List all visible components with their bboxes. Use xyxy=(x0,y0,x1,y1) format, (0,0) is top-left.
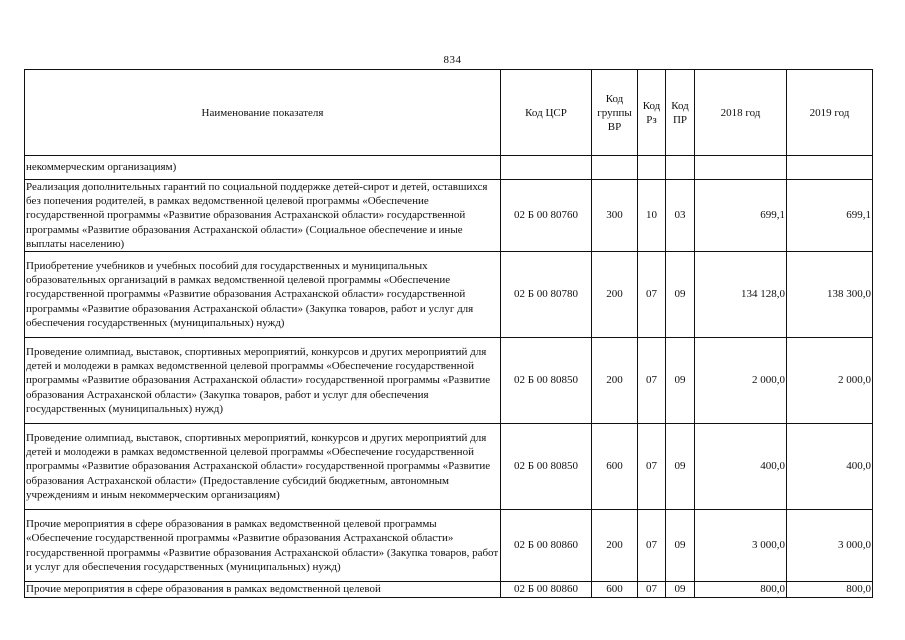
row-rz: 07 xyxy=(638,582,666,598)
row-rz: 07 xyxy=(638,252,666,338)
row-vr: 600 xyxy=(592,424,638,510)
row-vr: 200 xyxy=(592,338,638,424)
header-csr: Код ЦСР xyxy=(501,70,592,156)
row-vr: 300 xyxy=(592,180,638,252)
row-rz xyxy=(638,156,666,180)
header-pr: Код ПР xyxy=(666,70,695,156)
row-rz: 07 xyxy=(638,338,666,424)
table-row xyxy=(25,156,873,180)
row-rz: 07 xyxy=(638,510,666,582)
header-2019: 2019 год xyxy=(787,70,873,156)
row-2018: 400,0 xyxy=(695,424,787,510)
row-rz: 10 xyxy=(638,180,666,252)
row-name: Прочие мероприятия в сфере образования в рамках ведомственной целевой xyxy=(25,582,501,598)
row-2018: 3 000,0 xyxy=(695,510,787,582)
row-2018: 134 128,0 xyxy=(695,252,787,338)
table-row xyxy=(25,338,873,424)
table-row xyxy=(25,424,873,510)
row-2019: 3 000,0 xyxy=(787,510,873,582)
table-row xyxy=(25,180,873,252)
row-csr: 02 Б 00 80860 xyxy=(501,582,592,598)
row-pr: 09 xyxy=(666,510,695,582)
row-pr: 09 xyxy=(666,424,695,510)
row-vr xyxy=(592,156,638,180)
table-row xyxy=(25,510,873,582)
row-2019: 2 000,0 xyxy=(787,338,873,424)
row-csr: 02 Б 00 80850 xyxy=(501,424,592,510)
row-name: Реализация дополнительных гарантий по социальной поддержке детей-сирот и детей, оставшихся без попечения родителей, в рамках ведомственной целевой программы «Обеспечение государственной программы «Развитие образования Астраханской области» государственной программы «Развитие образования Астраханской области» (Социальное обеспечение и иные выплаты населению) xyxy=(25,180,501,252)
row-2018: 699,1 xyxy=(695,180,787,252)
header-row xyxy=(25,70,873,156)
table-row xyxy=(25,582,873,598)
row-2019: 800,0 xyxy=(787,582,873,598)
header-name: Наименование показателя xyxy=(25,70,501,156)
row-csr: 02 Б 00 80760 xyxy=(501,180,592,252)
row-csr xyxy=(501,156,592,180)
row-pr xyxy=(666,156,695,180)
row-pr: 09 xyxy=(666,582,695,598)
row-csr: 02 Б 00 80780 xyxy=(501,252,592,338)
row-2018: 800,0 xyxy=(695,582,787,598)
row-vr: 200 xyxy=(592,252,638,338)
row-2019: 400,0 xyxy=(787,424,873,510)
row-name: Проведение олимпиад, выставок, спортивных мероприятий, конкурсов и других мероприятий для детей и молодежи в рамках ведомственной целевой программы «Обеспечение государственной программы «Развитие образования Астраханской области» государственной программы «Развитие образования Астраханской области» (Предоставление субсидий бюджетным, автономным учреждениям и иным некоммерческим организациям) xyxy=(25,424,501,510)
row-vr: 600 xyxy=(592,582,638,598)
header-vr: Код группы ВР xyxy=(592,70,638,156)
row-name: Проведение олимпиад, выставок, спортивных мероприятий, конкурсов и других мероприятий для детей и молодежи в рамках ведомственной целевой программы «Обеспечение государственной программы «Развитие образования Астраханской области» государственной программы «Развитие образования Астраханской области» (Закупка товаров, работ и услуг для обеспечения государственных (муниципальных) нужд) xyxy=(25,338,501,424)
header-rz: Код Рз xyxy=(638,70,666,156)
row-vr: 200 xyxy=(592,510,638,582)
row-name: Прочие мероприятия в сфере образования в рамках ведомственной целевой программы «Обеспечение государственной программы «Развитие образования Астраханской области» государственной программы «Развитие образования Астраханской области» (Закупка товаров, работ и услуг для обеспечения государственных (муниципальных) нужд) xyxy=(25,510,501,582)
row-pr: 09 xyxy=(666,252,695,338)
row-pr: 09 xyxy=(666,338,695,424)
table-row xyxy=(25,252,873,338)
row-2019: 138 300,0 xyxy=(787,252,873,338)
row-2019: 699,1 xyxy=(787,180,873,252)
row-2019 xyxy=(787,156,873,180)
budget-table xyxy=(24,69,873,598)
row-csr: 02 Б 00 80860 xyxy=(501,510,592,582)
row-name: некоммерческим организациям) xyxy=(25,156,501,180)
page-number: 834 xyxy=(443,54,462,66)
row-2018: 2 000,0 xyxy=(695,338,787,424)
header-2018: 2018 год xyxy=(695,70,787,156)
row-2018 xyxy=(695,156,787,180)
row-rz: 07 xyxy=(638,424,666,510)
row-pr: 03 xyxy=(666,180,695,252)
row-csr: 02 Б 00 80850 xyxy=(501,338,592,424)
row-name: Приобретение учебников и учебных пособий для государственных и муниципальных образовательных организаций в рамках ведомственной целевой программы «Обеспечение государственной программы «Развитие образования Астраханской области» государственной программы «Развитие образования Астраханской области» (Закупка товаров, работ и услуг для обеспечения государственных (муниципальных) нужд) xyxy=(25,252,501,338)
